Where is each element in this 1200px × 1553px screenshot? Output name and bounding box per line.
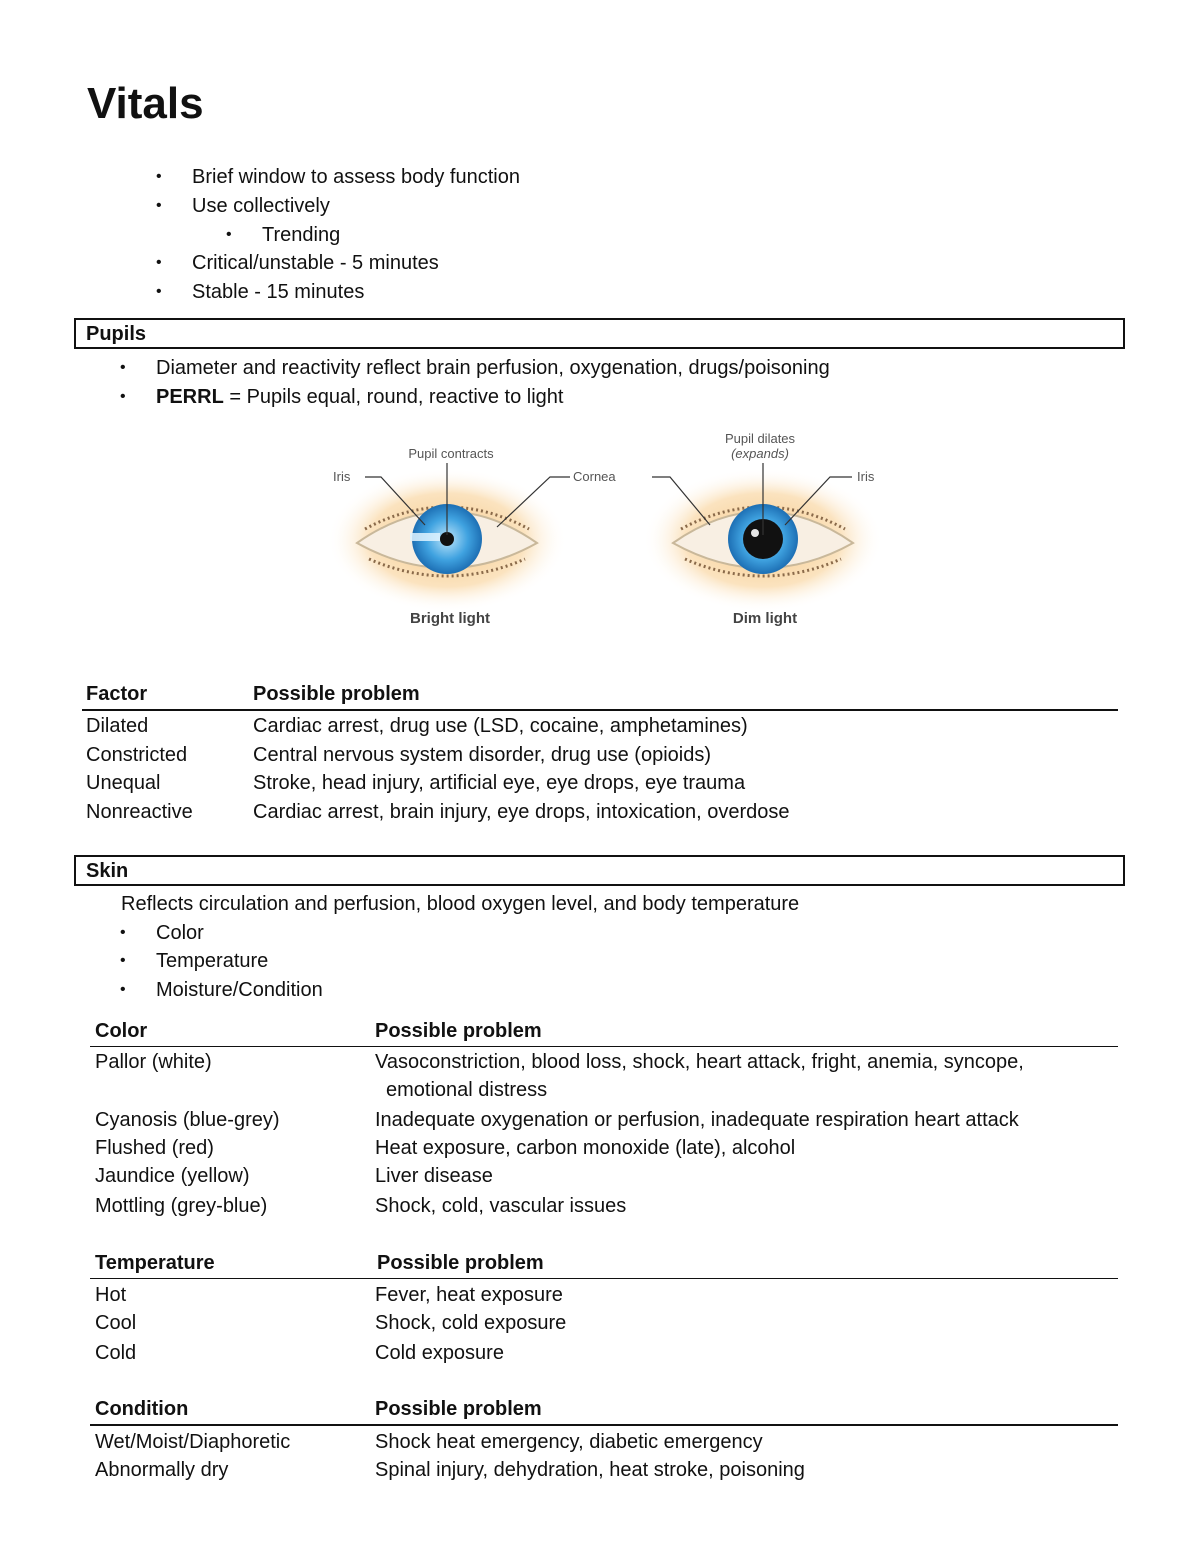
list-item: • Trending bbox=[226, 224, 341, 246]
table-cell: Central nervous system disorder, drug use (opioids) bbox=[253, 744, 711, 766]
bullet-icon: • bbox=[156, 168, 162, 185]
bullet-icon: • bbox=[226, 226, 232, 243]
table-header: Color bbox=[95, 1020, 148, 1042]
label-pupil-contracts: Pupil contracts bbox=[408, 446, 494, 461]
table-cell: Unequal bbox=[86, 772, 161, 794]
table-cell: Abnormally dry bbox=[95, 1459, 229, 1481]
list-item: • Critical/unstable - 5 minutes bbox=[156, 252, 439, 274]
table-divider bbox=[90, 1046, 1118, 1047]
table-cell: Flushed (red) bbox=[95, 1137, 214, 1159]
list-item: • Use collectively bbox=[156, 195, 330, 217]
table-cell: Cold bbox=[95, 1342, 137, 1364]
list-item: • Brief window to assess body function bbox=[156, 166, 520, 188]
table-header: Condition bbox=[95, 1398, 189, 1420]
table-cell: Fever, heat exposure bbox=[375, 1284, 563, 1306]
table-cell: Wet/Moist/Diaphoretic bbox=[95, 1431, 291, 1453]
list-item: • Color bbox=[120, 922, 204, 944]
table-header: Possible problem bbox=[375, 1020, 542, 1042]
list-item: • Moisture/Condition bbox=[120, 979, 323, 1001]
table-cell: Cyanosis (blue-grey) bbox=[95, 1109, 280, 1131]
table-cell: Spinal injury, dehydration, heat stroke, poisoning bbox=[375, 1459, 805, 1481]
table-cell: Shock, cold exposure bbox=[375, 1312, 567, 1334]
label-cornea: Cornea bbox=[573, 469, 616, 484]
bullet-icon: • bbox=[156, 254, 162, 271]
label-iris-right: Iris bbox=[857, 469, 875, 484]
table-cell: Liver disease bbox=[375, 1165, 493, 1187]
section-heading-pupils: Pupils bbox=[74, 318, 1125, 349]
table-cell: Shock heat emergency, diabetic emergency bbox=[375, 1431, 763, 1453]
pupil-reaction-diagram bbox=[325, 425, 885, 635]
table-header: Possible problem bbox=[377, 1252, 544, 1274]
table-cell: Cardiac arrest, brain injury, eye drops, intoxication, overdose bbox=[253, 801, 790, 823]
table-divider bbox=[90, 1424, 1118, 1426]
bullet-icon: • bbox=[156, 197, 162, 214]
table-cell: Cool bbox=[95, 1312, 137, 1334]
table-header: Possible problem bbox=[375, 1398, 542, 1420]
caption-dim-light: Dim light bbox=[732, 610, 798, 627]
table-cell: Stroke, head injury, artificial eye, eye drops, eye trauma bbox=[253, 772, 746, 794]
table-cell: Mottling (grey-blue) bbox=[95, 1195, 268, 1217]
section-heading-skin: Skin bbox=[74, 855, 1125, 886]
table-cell: Nonreactive bbox=[86, 801, 193, 823]
table-cell: Constricted bbox=[86, 744, 188, 766]
table-cell: Shock, cold, vascular issues bbox=[375, 1195, 627, 1217]
bullet-icon: • bbox=[156, 283, 162, 300]
bullet-icon: • bbox=[120, 359, 126, 376]
bullet-icon: • bbox=[120, 952, 126, 969]
list-item: • PERRL = Pupils equal, round, reactive to light bbox=[120, 386, 564, 408]
skin-intro: Reflects circulation and perfusion, blood oxygen level, and body temperature bbox=[121, 893, 800, 915]
table-cell: Inadequate oxygenation or perfusion, inadequate respiration heart attack bbox=[375, 1109, 1019, 1131]
table-header: Temperature bbox=[95, 1252, 215, 1274]
list-item: • Diameter and reactivity reflect brain perfusion, oxygenation, drugs/poisoning bbox=[120, 357, 830, 379]
bullet-icon: • bbox=[120, 981, 126, 998]
table-cell: Hot bbox=[95, 1284, 127, 1306]
table-cell-continuation: emotional distress bbox=[386, 1079, 548, 1101]
table-cell: Cardiac arrest, drug use (LSD, cocaine, amphetamines) bbox=[253, 715, 748, 737]
caption-bright-light: Bright light bbox=[410, 610, 490, 627]
table-cell: Vasoconstriction, blood loss, shock, heart attack, fright, anemia, syncope, bbox=[375, 1051, 1024, 1073]
table-cell: Heat exposure, carbon monoxide (late), alcohol bbox=[375, 1137, 796, 1159]
list-item: • Temperature bbox=[120, 950, 269, 972]
label-pupil-dilates: Pupil dilates bbox=[724, 431, 796, 446]
table-cell: Cold exposure bbox=[375, 1342, 504, 1364]
table-header: Factor bbox=[86, 683, 148, 705]
table-cell: Pallor (white) bbox=[95, 1051, 212, 1073]
list-item: • Stable - 15 minutes bbox=[156, 281, 365, 303]
table-divider bbox=[90, 1278, 1118, 1279]
label-iris-left: Iris bbox=[333, 469, 351, 484]
page-title: Vitals bbox=[87, 79, 204, 128]
table-cell: Jaundice (yellow) bbox=[95, 1165, 250, 1187]
bullet-icon: • bbox=[120, 388, 126, 405]
table-divider bbox=[82, 709, 1118, 711]
table-cell: Dilated bbox=[86, 715, 149, 737]
bullet-icon: • bbox=[120, 924, 126, 941]
label-expands: (expands) bbox=[731, 446, 789, 461]
table-header: Possible problem bbox=[253, 683, 420, 705]
